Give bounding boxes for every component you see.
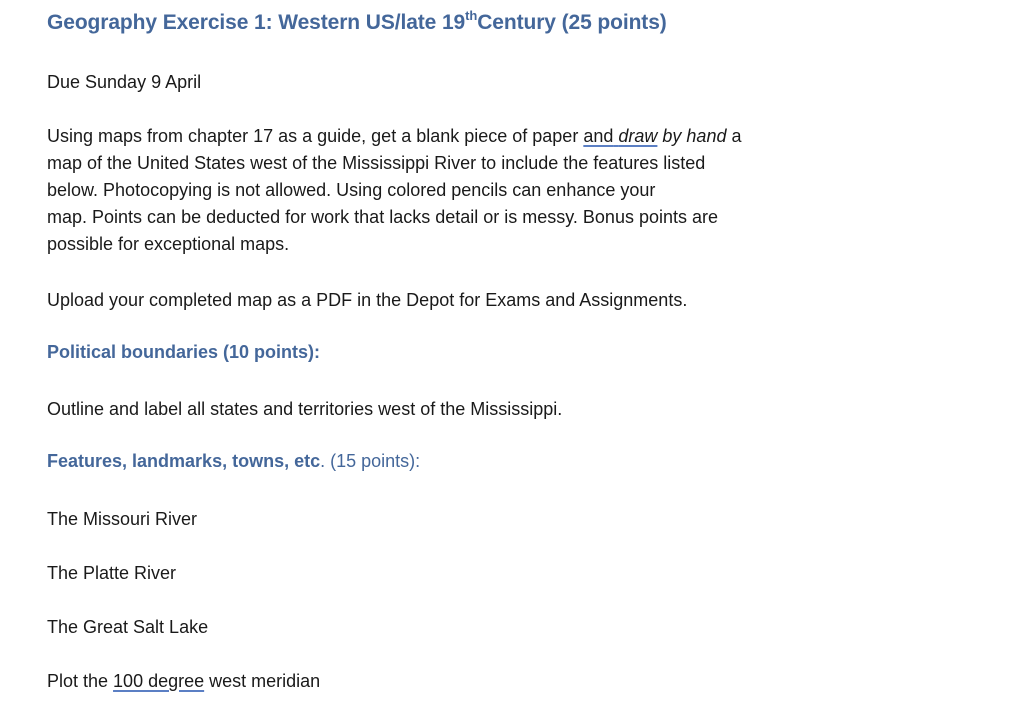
draw-underlined: draw <box>618 126 658 146</box>
features-heading: Features, landmarks, towns, etc. (15 points): <box>47 451 421 471</box>
feature-item: The Missouri River <box>47 509 198 529</box>
due-date: Due Sunday 9 April <box>47 72 202 92</box>
intro-line-1: Using maps from chapter 17 as a guide, get a blank piece of paper and draw by hand a <box>47 126 742 146</box>
political-heading: Political boundaries (10 points): <box>47 342 321 362</box>
and-underlined: and <box>583 126 614 146</box>
feature-item: The Great Salt Lake <box>47 617 209 637</box>
upload-instructions: Upload your completed map as a PDF in the Depot for Exams and Assignments. <box>47 290 688 310</box>
page-title: Geography Exercise 1: Western US/late 19thCentury (25 points) <box>47 8 667 34</box>
intro-line-5: possible for exceptional maps. <box>47 234 290 254</box>
feature-item: The Platte River <box>47 563 177 583</box>
intro-line-2: map of the United States west of the Mississippi River to include the features listed <box>47 153 706 173</box>
100-degree-underlined: 100 degree <box>113 671 205 691</box>
intro-paragraph <box>47 123 741 258</box>
intro-line-3: below. Photocopying is not allowed. Using colored pencils can enhance your <box>47 180 656 200</box>
intro-line-4: map. Points can be deducted for work that lacks detail or is messy. Bonus points are <box>47 207 719 227</box>
political-text: Outline and label all states and territories west of the Mississippi. <box>47 399 563 419</box>
meridian-item: Plot the 100 degree west meridian <box>47 671 321 691</box>
